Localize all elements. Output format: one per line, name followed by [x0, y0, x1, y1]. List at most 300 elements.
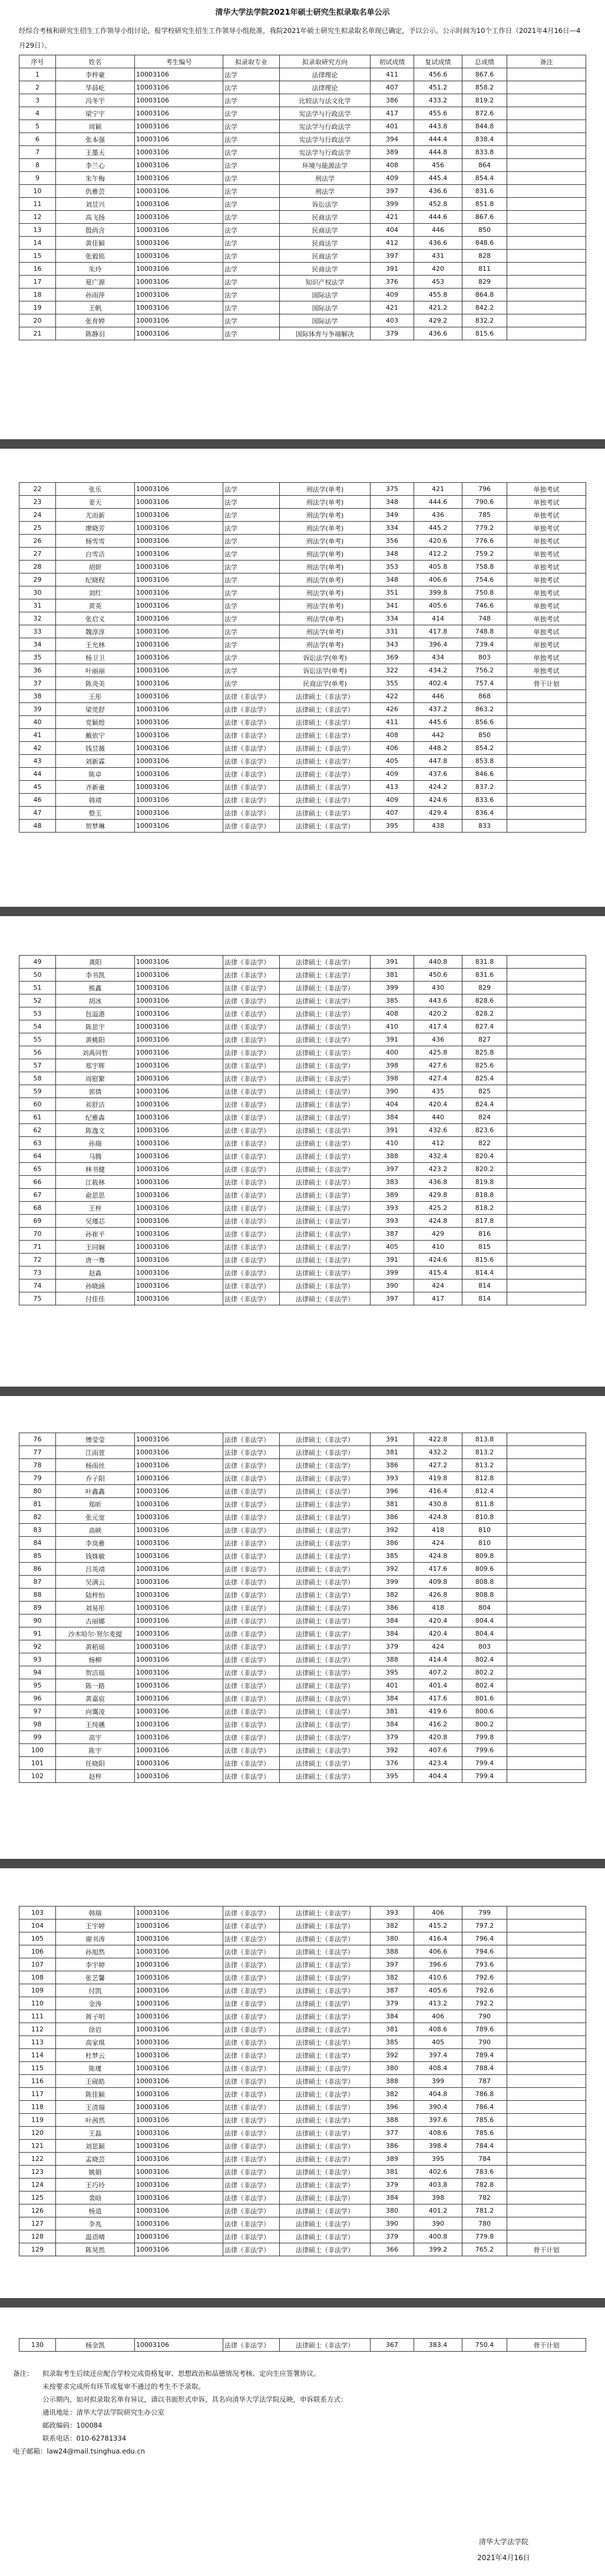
row-number-cell: 29 [19, 573, 56, 586]
major-cell: 法律（非法学） [223, 2010, 280, 2023]
remark-cell: 单独考试 [507, 599, 586, 612]
row-number-cell: 118 [19, 2101, 56, 2114]
research-direction-cell: 法律硕士（非法学） [280, 716, 371, 729]
student-name-cell: 叶茜然 [56, 2114, 135, 2127]
row-number-cell: 25 [19, 522, 56, 535]
table-row [19, 1679, 586, 1692]
major-cell: 法律（非法学） [223, 1718, 280, 1731]
notes-section [13, 2367, 578, 2458]
total-score-cell: 813.8 [462, 1433, 507, 1446]
row-number-cell: 102 [19, 1770, 56, 1783]
student-name-cell: 吴满云 [56, 1576, 135, 1589]
remark-cell [507, 956, 586, 969]
total-score-cell: 864.8 [462, 289, 507, 301]
retest-score-cell: 410.6 [414, 1971, 462, 1984]
prelim-score-cell: 380 [371, 1932, 414, 1945]
student-name-cell: 赵梓 [56, 1770, 135, 1783]
prelim-score-cell: 376 [371, 276, 414, 289]
remark-cell [507, 1150, 586, 1163]
exam-id-cell: 10003106 [135, 1279, 223, 1292]
research-direction-cell: 法律硕士（非法学） [280, 1111, 371, 1124]
prelim-score-cell: 404 [371, 224, 414, 237]
major-cell: 法律（非法学） [223, 1033, 280, 1046]
major-cell: 法律（非法学） [223, 1163, 280, 1176]
total-score-cell: 863.2 [462, 703, 507, 716]
student-name-cell: 杨逍 [56, 2204, 135, 2217]
total-score-cell: 858.2 [462, 81, 507, 94]
total-score-cell: 819.2 [462, 94, 507, 107]
column-header: 初试成绩 [371, 55, 414, 68]
research-direction-cell: 法律硕士（非法学） [280, 1945, 371, 1958]
major-cell: 法律（非法学） [223, 1757, 280, 1770]
student-name-cell: 龚阳 [56, 956, 135, 969]
prelim-score-cell: 384 [371, 2192, 414, 2204]
student-name-cell: 吕英靖 [56, 1563, 135, 1576]
prelim-score-cell: 390 [371, 1279, 414, 1292]
research-direction-cell: 法律硕士（非法学） [280, 1666, 371, 1679]
prelim-score-cell: 395 [371, 820, 414, 833]
remark-cell [507, 1627, 586, 1640]
student-name-cell: 裴晗 [56, 2192, 135, 2204]
major-cell: 法学 [223, 68, 280, 81]
prelim-score-cell: 396 [371, 1485, 414, 1498]
total-score-cell: 813.2 [462, 1459, 507, 1472]
prelim-score-cell: 407 [371, 81, 414, 94]
remark-cell: 单独考试 [507, 573, 586, 586]
retest-score-cell: 398 [414, 2192, 462, 2204]
remark-cell [507, 224, 586, 237]
student-name-cell: 朱午梅 [56, 172, 135, 185]
research-direction-cell: 民商法学 [280, 211, 371, 224]
student-name-cell: 陈静羽 [56, 327, 135, 340]
row-number-cell: 43 [19, 755, 56, 768]
total-score-cell: 820.2 [462, 1163, 507, 1176]
prelim-score-cell: 409 [371, 794, 414, 807]
total-score-cell: 796 [462, 483, 507, 496]
retest-score-cell: 408.4 [414, 2062, 462, 2075]
remark-cell [507, 1757, 586, 1770]
student-name-cell: 王帆 [56, 301, 135, 314]
row-number-cell: 74 [19, 1279, 56, 1292]
exam-id-cell: 10003106 [135, 1202, 223, 1215]
remark-cell [507, 2217, 586, 2230]
retest-score-cell: 424.6 [414, 794, 462, 807]
row-number-cell: 55 [19, 1033, 56, 1046]
research-direction-cell: 法律硕士（非法学） [280, 1919, 371, 1932]
total-score-cell: 822 [462, 1137, 507, 1150]
remark-cell [507, 2049, 586, 2062]
table-row [19, 2230, 586, 2243]
table-row [19, 224, 586, 237]
remark-cell [507, 1666, 586, 1679]
retest-score-cell: 436.6 [414, 327, 462, 340]
exam-id-cell: 10003106 [135, 1932, 223, 1945]
retest-score-cell: 418 [414, 1524, 462, 1537]
major-cell: 法律（非法学） [223, 1945, 280, 1958]
student-name-cell: 王允林 [56, 638, 135, 651]
remark-cell [507, 1524, 586, 1537]
retest-score-cell: 412.2 [414, 548, 462, 561]
student-name-cell: 齐新童 [56, 781, 135, 794]
student-name-cell: 刘昱兴 [56, 198, 135, 211]
student-name-cell: 任晓阳 [56, 1757, 135, 1770]
student-name-cell: 郑昕 [56, 1498, 135, 1511]
research-direction-cell: 法律硕士（非法学） [280, 1550, 371, 1563]
remark-cell [507, 1228, 586, 1241]
table-row [19, 1059, 586, 1072]
research-direction-cell: 民商法学 [280, 263, 371, 276]
major-cell: 法律（非法学） [223, 1614, 280, 1627]
prelim-score-cell: 409 [371, 289, 414, 301]
major-cell: 法律（非法学） [223, 1602, 280, 1614]
total-score-cell: 820.4 [462, 1150, 507, 1163]
research-direction-cell: 知识产权法学 [280, 276, 371, 289]
table-row [19, 1007, 586, 1020]
total-score-cell: 776.6 [462, 535, 507, 548]
prelim-score-cell: 381 [371, 1446, 414, 1459]
table-row [19, 599, 586, 612]
remark-cell [507, 146, 586, 159]
retest-score-cell: 438 [414, 820, 462, 833]
exam-id-cell: 10003106 [135, 1971, 223, 1984]
total-score-cell: 750.4 [462, 2339, 507, 2352]
exam-id-cell: 10003106 [135, 1666, 223, 1679]
row-number-cell: 91 [19, 1627, 56, 1640]
table-row [19, 561, 586, 573]
total-score-cell: 781.2 [462, 2204, 507, 2217]
major-cell: 法律（非法学） [223, 1111, 280, 1124]
major-cell: 法学 [223, 146, 280, 159]
student-name-cell: 江筱林 [56, 1176, 135, 1189]
row-number-cell: 117 [19, 2088, 56, 2101]
prelim-score-cell: 405 [371, 1241, 414, 1254]
research-direction-cell: 诉讼法学(单考) [280, 651, 371, 664]
row-number-cell: 2 [19, 81, 56, 94]
total-score-cell: 824.4 [462, 1098, 507, 1111]
student-name-cell: 周颖 [56, 120, 135, 133]
prelim-score-cell: 334 [371, 522, 414, 535]
retest-score-cell: 416.2 [414, 1718, 462, 1731]
major-cell: 法律（非法学） [223, 729, 280, 742]
table-row [19, 2140, 586, 2153]
retest-score-cell: 405.6 [414, 1984, 462, 1997]
prelim-score-cell: 386 [371, 2140, 414, 2153]
row-number-cell: 36 [19, 664, 56, 677]
prelim-score-cell: 408 [371, 159, 414, 172]
research-direction-cell: 法律硕士（非法学） [280, 1907, 371, 1919]
research-direction-cell: 法律硕士（非法学） [280, 1770, 371, 1783]
table-row [19, 794, 586, 807]
total-score-cell: 793.6 [462, 1958, 507, 1971]
research-direction-cell: 法律硕士（非法学） [280, 1137, 371, 1150]
major-cell: 法律（非法学） [223, 982, 280, 994]
student-name-cell: 刘思颖 [56, 2140, 135, 2153]
retest-score-cell: 430.8 [414, 1498, 462, 1511]
student-name-cell: 廖晓芳 [56, 522, 135, 535]
total-score-cell: 833.6 [462, 794, 507, 807]
major-cell: 法律（非法学） [223, 1433, 280, 1446]
table-row [19, 2010, 586, 2023]
remark-cell [507, 1653, 586, 1666]
total-score-cell: 814 [462, 1279, 507, 1292]
total-score-cell: 765.2 [462, 2243, 507, 2256]
retest-score-cell: 421.2 [414, 301, 462, 314]
student-name-cell: 张元宽 [56, 1511, 135, 1524]
total-score-cell: 789.4 [462, 2049, 507, 2062]
prelim-score-cell: 385 [371, 2036, 414, 2049]
table-row [19, 768, 586, 781]
prelim-score-cell: 386 [371, 1459, 414, 1472]
prelim-score-cell: 399 [371, 198, 414, 211]
research-direction-cell: 法律硕士（非法学） [280, 2166, 371, 2179]
total-score-cell: 792.2 [462, 1997, 507, 2010]
retest-score-cell: 445.2 [414, 522, 462, 535]
retest-score-cell: 401.2 [414, 2204, 462, 2217]
exam-id-cell: 10003106 [135, 483, 223, 496]
major-cell: 法律（非法学） [223, 781, 280, 794]
exam-id-cell: 10003106 [135, 1731, 223, 1744]
student-name-cell: 古丽娜 [56, 1614, 135, 1627]
retest-score-cell: 420.2 [414, 1007, 462, 1020]
exam-id-cell: 10003106 [135, 1653, 223, 1666]
major-cell: 法律（非法学） [223, 1919, 280, 1932]
exam-id-cell: 10003106 [135, 1589, 223, 1602]
row-number-cell: 27 [19, 548, 56, 561]
remark-cell [507, 1020, 586, 1033]
research-direction-cell: 刑法学(单考) [280, 625, 371, 638]
table-row [19, 1589, 586, 1602]
research-direction-cell: 法律硕士（非法学） [280, 2204, 371, 2217]
table-row [19, 1072, 586, 1085]
prelim-score-cell: 382 [371, 1919, 414, 1932]
total-score-cell: 787 [462, 2075, 507, 2088]
student-name-cell: 李岚雅 [56, 1537, 135, 1550]
exam-id-cell: 10003106 [135, 250, 223, 263]
exam-id-cell: 10003106 [135, 2179, 223, 2192]
retest-score-cell: 427.2 [414, 1459, 462, 1472]
prelim-score-cell: 410 [371, 1020, 414, 1033]
major-cell: 法律（非法学） [223, 1176, 280, 1189]
student-name-cell: 陈卓 [56, 768, 135, 781]
major-cell: 法学 [223, 483, 280, 496]
major-cell: 法律（非法学） [223, 1059, 280, 1072]
major-cell: 法律（非法学） [223, 994, 280, 1007]
student-name-cell: 赵淼 [56, 1267, 135, 1279]
research-direction-cell: 法律硕士（非法学） [280, 1472, 371, 1485]
retest-score-cell: 412 [414, 1137, 462, 1150]
student-name-cell: 黄英 [56, 599, 135, 612]
research-direction-cell: 国际法学 [280, 314, 371, 327]
total-score-cell: 848.6 [462, 237, 507, 250]
total-score-cell: 804 [462, 1602, 507, 1614]
major-cell: 法律（非法学） [223, 1563, 280, 1576]
retest-score-cell: 390.4 [414, 2101, 462, 2114]
prelim-score-cell: 348 [371, 573, 414, 586]
prelim-score-cell: 381 [371, 2166, 414, 2179]
major-cell: 法学 [223, 133, 280, 146]
research-direction-cell: 法律硕士（非法学） [280, 1202, 371, 1215]
retest-score-cell: 433.2 [414, 94, 462, 107]
exam-id-cell: 10003106 [135, 1718, 223, 1731]
remark-cell [507, 1770, 586, 1783]
remark-cell [507, 1292, 586, 1305]
table-row [19, 1163, 586, 1176]
exam-id-cell: 10003106 [135, 820, 223, 833]
research-direction-cell: 刑法学(单考) [280, 573, 371, 586]
row-number-cell: 19 [19, 301, 56, 314]
prelim-score-cell: 379 [371, 327, 414, 340]
retest-score-cell: 423.4 [414, 1757, 462, 1770]
major-cell: 法律（非法学） [223, 2049, 280, 2062]
student-name-cell: 胡冰 [56, 994, 135, 1007]
remark-cell [507, 1485, 586, 1498]
research-direction-cell: 法律硕士（非法学） [280, 994, 371, 1007]
major-cell: 法学 [223, 185, 280, 198]
research-direction-cell: 法律硕士（非法学） [280, 1459, 371, 1472]
research-direction-cell: 法律硕士（非法学） [280, 1059, 371, 1072]
student-name-cell: 马腾 [56, 1150, 135, 1163]
column-header: 拟录取专业 [223, 55, 280, 68]
page-separator [0, 439, 605, 449]
retest-score-cell: 403.8 [414, 2179, 462, 2192]
research-direction-cell: 法律硕士（非法学） [280, 1511, 371, 1524]
prelim-score-cell: 398 [371, 1059, 414, 1072]
total-score-cell: 814 [462, 1292, 507, 1305]
major-cell: 法学 [223, 276, 280, 289]
exam-id-cell: 10003106 [135, 1228, 223, 1241]
research-direction-cell: 法律硕士（非法学） [280, 969, 371, 982]
retest-score-cell: 416.4 [414, 1485, 462, 1498]
total-score-cell: 854.2 [462, 742, 507, 755]
major-cell: 法律（非法学） [223, 703, 280, 716]
major-cell: 法律（非法学） [223, 1228, 280, 1241]
student-name-cell: 江雨萱 [56, 1446, 135, 1459]
student-name-cell: 杨柳 [56, 1653, 135, 1666]
retest-score-cell: 401.4 [414, 1679, 462, 1692]
retest-score-cell: 417.6 [414, 1563, 462, 1576]
retest-score-cell: 407.2 [414, 1666, 462, 1679]
row-number-cell: 124 [19, 2179, 56, 2192]
exam-id-cell: 10003106 [135, 276, 223, 289]
student-name-cell: 付佳佳 [56, 1292, 135, 1305]
major-cell: 法律（非法学） [223, 2192, 280, 2204]
total-score-cell: 812.4 [462, 1485, 507, 1498]
table-row [19, 1537, 586, 1550]
research-direction-cell: 法律硕士（非法学） [280, 2179, 371, 2192]
major-cell: 法律（非法学） [223, 956, 280, 969]
major-cell: 法学 [223, 599, 280, 612]
remark-cell [507, 1215, 586, 1228]
total-score-cell: 816 [462, 1228, 507, 1241]
student-name-cell: 王砚皓 [56, 2075, 135, 2088]
exam-id-cell: 10003106 [135, 781, 223, 794]
page-separator [0, 1859, 605, 1868]
row-number-cell: 73 [19, 1267, 56, 1279]
table-row [19, 1150, 586, 1163]
prelim-score-cell: 397 [371, 1163, 414, 1176]
prelim-score-cell: 376 [371, 1757, 414, 1770]
table-row [19, 2153, 586, 2166]
total-score-cell: 779.2 [462, 522, 507, 535]
retest-score-cell: 396.4 [414, 638, 462, 651]
table-row [19, 1692, 586, 1705]
prelim-score-cell: 395 [371, 1666, 414, 1679]
prelim-score-cell: 391 [371, 1033, 414, 1046]
student-name-cell: 陈佳颖 [56, 2088, 135, 2101]
total-score-cell: 754.6 [462, 573, 507, 586]
retest-score-cell: 400.8 [414, 2230, 462, 2243]
total-score-cell: 780 [462, 2217, 507, 2230]
row-number-cell: 119 [19, 2114, 56, 2127]
remark-cell [507, 768, 586, 781]
total-score-cell: 779.8 [462, 2230, 507, 2243]
prelim-score-cell: 384 [371, 1111, 414, 1124]
signature-date: 2021年4月16日 [477, 2554, 530, 2562]
research-direction-cell: 法律硕士（非法学） [280, 1163, 371, 1176]
student-name-cell: 整玉 [56, 807, 135, 820]
research-direction-cell: 法律硕士（非法学） [280, 2010, 371, 2023]
remark-cell [507, 1718, 586, 1731]
remark-cell [507, 1589, 586, 1602]
row-number-cell: 24 [19, 509, 56, 522]
major-cell: 法律（非法学） [223, 690, 280, 703]
major-cell: 法律（非法学） [223, 2230, 280, 2243]
major-cell: 法律（非法学） [223, 2243, 280, 2256]
research-direction-cell: 诉讼法学 [280, 198, 371, 211]
research-direction-cell: 法律硕士（非法学） [280, 1446, 371, 1459]
table-row [19, 548, 586, 561]
table-row [19, 1292, 586, 1305]
total-score-cell: 810.8 [462, 1511, 507, 1524]
remark-cell [507, 2088, 586, 2101]
roster-table [19, 955, 586, 1305]
prelim-score-cell: 386 [371, 1602, 414, 1614]
table-row [19, 1932, 586, 1945]
row-number-cell: 26 [19, 535, 56, 548]
major-cell: 法律（非法学） [223, 1907, 280, 1919]
total-score-cell: 818.8 [462, 1189, 507, 1202]
remark-cell [507, 2179, 586, 2192]
retest-score-cell: 430 [414, 982, 462, 994]
exam-id-cell: 10003106 [135, 1241, 223, 1254]
prelim-score-cell: 389 [371, 1189, 414, 1202]
remark-cell [507, 198, 586, 211]
student-name-cell: 金涛 [56, 1997, 135, 2010]
table-row [19, 522, 586, 535]
student-name-cell: 张启义 [56, 612, 135, 625]
remark-cell [507, 1059, 586, 1072]
student-name-cell: 王宇婷 [56, 1919, 135, 1932]
major-cell: 法律（非法学） [223, 820, 280, 833]
row-number-cell: 56 [19, 1046, 56, 1059]
research-direction-cell: 法律硕士（非法学） [280, 2049, 371, 2062]
research-direction-cell: 法律硕士（非法学） [280, 956, 371, 969]
total-score-cell: 812.8 [462, 1472, 507, 1485]
major-cell: 法律（非法学） [223, 1020, 280, 1033]
table-row [19, 1111, 586, 1124]
remark-cell [507, 1241, 586, 1254]
prelim-score-cell: 389 [371, 2153, 414, 2166]
prelim-score-cell: 356 [371, 535, 414, 548]
exam-id-cell: 10003106 [135, 1679, 223, 1692]
row-number-cell: 39 [19, 703, 56, 716]
row-number-cell: 98 [19, 1718, 56, 1731]
research-direction-cell: 法律硕士（非法学） [280, 982, 371, 994]
remark-cell [507, 133, 586, 146]
remark-cell [507, 120, 586, 133]
total-score-cell: 757.4 [462, 677, 507, 690]
exam-id-cell: 10003106 [135, 1997, 223, 2010]
